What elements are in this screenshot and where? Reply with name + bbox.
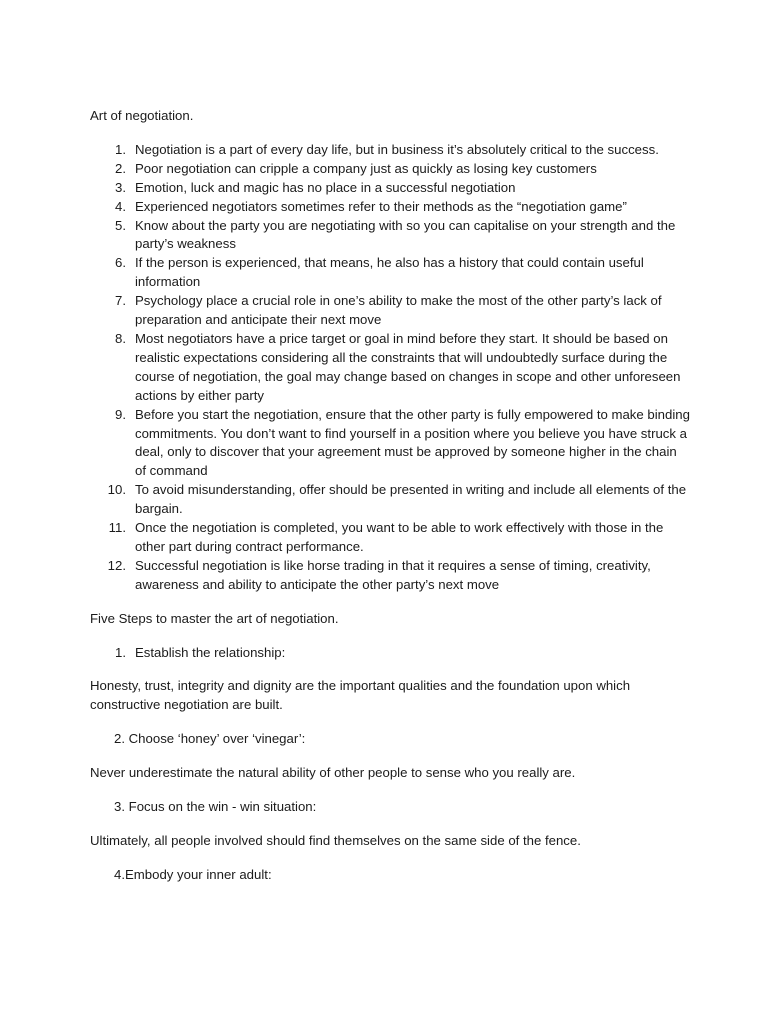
list-item: 9. Before you start the negotiation, ensure that the other party is fully empowered to make binding commitments. You don’t want to find yourself in a position where you believe you have struck a deal, only to discover that your agreement must be approved by someone higher in the chain of command — [115, 406, 690, 479]
step-3-heading: 3. Focus on the win - win situation: — [114, 799, 317, 815]
list-item: 11. Once the negotiation is completed, you want to be able to work effectively with those in the other part during contract performance. — [108, 520, 664, 554]
list-item: 12. Successful negotiation is like horse trading in that it requires a sense of timing, creativity, awareness and ability to anticipate the other party’s next move — [107, 557, 651, 592]
list-item: 1. Negotiation is a part of every day life, but in business it’s absolutely critical to the success. — [115, 141, 659, 157]
list-item: 6. If the person is experienced, that means, he also has a history that could contain useful information — [115, 255, 644, 290]
list-item: 8. Most negotiators have a price target or goal in mind before they start. It should be based on realistic expectations considering all the constraints that will undoubtedly surface during the course of negotiation, the goal may change based on changes in scope and other unforeseen actions by either party — [115, 330, 681, 403]
list-item: 5. Know about the party you are negotiating with so you can capitalise on your strength and the party’s weakness — [115, 217, 676, 252]
step-1-body: Honesty, trust, integrity and dignity are the important qualities and the foundation upon which constructive negotiation are built. — [90, 678, 631, 713]
document-body — [90, 107, 690, 900]
step-2-body: Never underestimate the natural ability of other people to sense who you really are. — [90, 765, 576, 781]
document-title: Art of negotiation. — [90, 108, 194, 123]
step-4-heading: 4.Embody your inner adult: — [114, 866, 272, 882]
step-3-body: Ultimately, all people involved should find themselves on the same side of the fence. — [90, 833, 581, 848]
list-item: 3. Emotion, luck and magic has no place in a successful negotiation — [115, 179, 516, 195]
list-item: 10. To avoid misunderstanding, offer should be presented in writing and include all elements of the bargain. — [107, 482, 687, 517]
step-1-heading: 1. Establish the relationship: — [115, 644, 286, 660]
steps-heading: Five Steps to master the art of negotiation. — [90, 610, 339, 626]
list-item: 4. Experienced negotiators sometimes refer to their methods as the “negotiation game” — [115, 198, 627, 214]
list-item: 7. Psychology place a crucial role in one’s ability to make the most of the other party’s lack of preparation and anticipate their next move — [115, 293, 662, 328]
step-2-heading: 2. Choose ‘honey’ over ‘vinegar’: — [114, 731, 306, 747]
negotiation-points-list — [90, 141, 690, 595]
list-item: 2. Poor negotiation can cripple a company just as quickly as losing key customers — [115, 160, 597, 176]
